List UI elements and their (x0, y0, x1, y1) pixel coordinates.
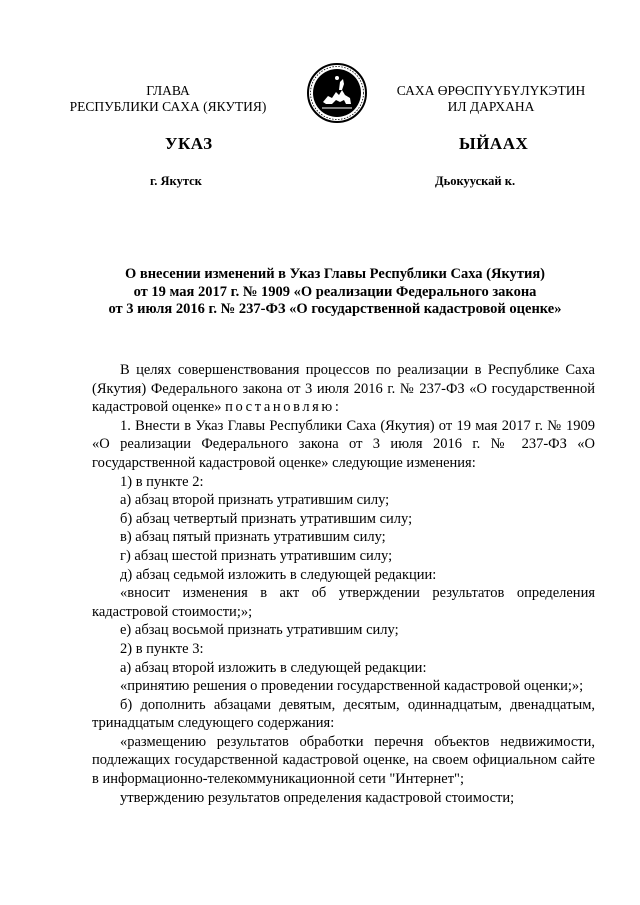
preamble-paragraph (92, 361, 595, 417)
subitem-1b: б) абзац четвертый признать утратившим силу; (120, 510, 413, 527)
title-line2: от 19 мая 2017 г. № 1909 «О реализации Федерального закона (133, 283, 537, 300)
subitem-1: 1) в пункте 2: (120, 473, 204, 490)
title-line3: от 3 июля 2016 г. № 237-ФЗ «О государственной кадастровой оценке» (108, 301, 562, 317)
place-left: г. Якутск (150, 174, 202, 188)
header-left-line2: РЕСПУБЛИКИ САХА (ЯКУТИЯ) (69, 99, 267, 114)
subitem-2a: а) абзац второй изложить в следующей редакции: (120, 659, 427, 676)
doc-type-right: ЫЙААХ (459, 134, 529, 153)
subitem-2: 2) в пункте 3: (120, 640, 204, 657)
place-right: Дьокуускай к. (435, 174, 516, 188)
subitem-2a-quote: «принятию решения о проведении государственной кадастровой оценки;»; (120, 678, 584, 695)
coat-of-arms-emblem-icon (306, 62, 368, 124)
doc-type-left: УКАЗ (165, 134, 213, 153)
header-left-line1: ГЛАВА (146, 83, 190, 98)
header-right-line1: САХА ӨРӨСПҮҮБҮЛҮКЭТИН (396, 83, 586, 98)
document-body (92, 361, 595, 807)
header-right-block (366, 83, 616, 115)
title-line1: О внесении изменений в Указ Главы Республики Саха (Якутия) (124, 266, 546, 282)
subitem-1a: а) абзац второй признать утратившим силу; (120, 492, 390, 509)
decree-word: постановляю: (225, 399, 342, 416)
subitem-2b-quote-2: утверждению результатов определения кадастровой стоимости; (120, 789, 515, 806)
subitem-2b: б) дополнить абзацами девятым, десятым, одиннадцатым, двенадцатым, тринадцатым следующего содержания: (92, 696, 595, 732)
subitem-1e-quote: «вносит изменения в акт об утверждении результатов определения кадастровой стоимости;»; (92, 585, 595, 620)
subitem-1e: д) абзац седьмой изложить в следующей редакции: (120, 566, 437, 583)
subitem-1c: в) абзац пятый признать утратившим силу; (120, 529, 386, 546)
header-left-block (48, 83, 288, 115)
header-right-line2: ИЛ ДАРХАНА (447, 99, 535, 114)
item-1: 1. Внести в Указ Главы Республики Саха (Якутия) от 19 мая 2017 г. № 1909 «О реализации Федерального закона от 3 июля 2016 г. № 237-ФЗ «О государственной кадастровой оценке» следующие изменения: (92, 417, 595, 471)
preamble-text: В целях совершенствования процессов по реализации в Республике Саха (Якутия) Федерального закона от 3 июля 2016 г. № 237-ФЗ «О государственной кадастровой оценке» (92, 362, 595, 416)
subitem-1f: е) абзац восьмой признать утратившим силу; (120, 622, 399, 639)
document-title (70, 266, 600, 319)
subitem-2b-quote-1: «размещению результатов обработки перечня объектов недвижимости, подлежащих государственной кадастровой оценке, на своем официальном сайте в информационно-телекоммуникационной сети "Интернет"; (92, 733, 595, 788)
subitem-1d: г) абзац шестой признать утратившим силу; (120, 547, 393, 564)
